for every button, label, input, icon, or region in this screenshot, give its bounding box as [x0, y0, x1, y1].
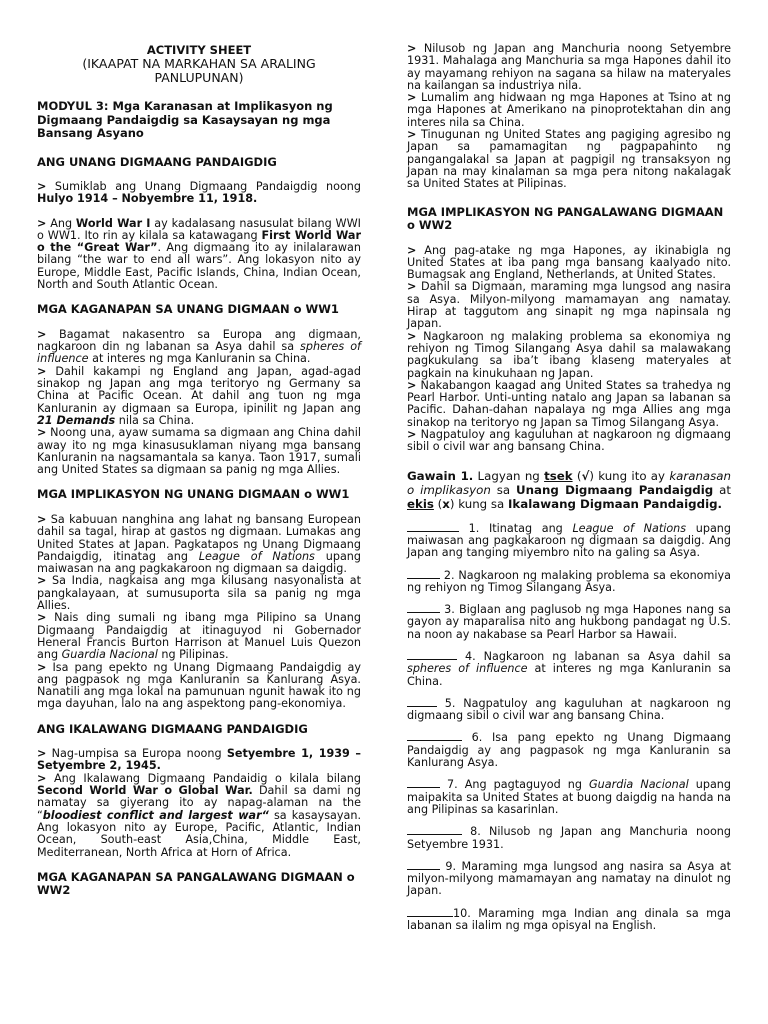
answer-blank[interactable]	[407, 602, 440, 613]
activity-sheet-subtitle: (IKAAPAT NA MARKAHAN SA ARALING PANLUPUNAN)	[82, 56, 316, 85]
ww1-date-paragraph: > Sumiklab ang Unang Digmaang Pandaigdig noong Hulyo 1914 – Nobyembre 11, 1918.	[37, 180, 361, 206]
gawain-item-10: 10. Maraming mga Indian ang dinala sa mga labanan sa ilalim ng mga opisyal na English.	[407, 906, 731, 933]
ww2-event-item: > Tinugunan ng United States ang pagiging agresibo ng Japan sa pamamagitan ng pagpapahinto ng pangangalakal sa Japan at pagpigil ng transaksyon ng Japan na may kinalaman sa mga pera nitong nakalagak sa United States at Pilipinas.	[407, 128, 731, 191]
gawain-instructions: Gawain 1. Lagyan ng tsek (√) kung ito ay karanasan o implikasyon sa Unang Digmaang Pandaigdig at ekis (x) kung sa Ikalawang Digmaan Pandaigdig.	[407, 468, 732, 511]
ww2-heading: ANG IKALAWANG DIGMAANG PANDAIGDIG	[37, 721, 308, 736]
gawain-item-4: 4. Nagkaroon ng labanan sa Asya dahil sa spheres of influence at interes ng mga Kanluranin sa China.	[407, 649, 732, 688]
ww2-implication-item: > Nagkaroon ng malaking problema sa ekonomiya ng rehiyon ng Timog Silangang Asya dahil sa malawakang pagkukulang sa iba’t ibang klaseng materyales at pagkain na kinukuhaan ng Japan.	[407, 329, 731, 380]
answer-blank[interactable]	[407, 730, 462, 741]
answer-blank[interactable]	[407, 824, 462, 835]
answer-blank[interactable]	[407, 521, 459, 532]
ww2-date-paragraph: > Nag-umpisa sa Europa noong Setyembre 1, 1939 – Setyembre 2, 1945.	[37, 747, 362, 773]
answer-blank[interactable]	[407, 696, 437, 707]
ww2-event-item: > Lumalim ang hidwaan ng mga Hapones at Tsino at ng mga Hapones at Amerikano na pinoprotektahan din ang interes nila sa China.	[407, 91, 731, 129]
ww2-event-item: > Nilusob ng Japan ang Manchuria noong Setyembre 1931. Mahalaga ang Manchuria sa mga Hapones dahil ito ay mayamang rehiyon na sagana sa hilaw na materyales na kailangan sa industriya nila.	[407, 42, 731, 92]
ww1-heading: ANG UNANG DIGMAANG PANDAIGDIG	[37, 154, 277, 169]
gawain-item-6: 6. Isa pang epekto ng Unang Digmaang Pandaigdig ay ang pagpasok ng mga Kanluranin sa Kanlurang Asya.	[407, 731, 731, 770]
ww2-implication-item: > Ang pag-atake ng mga Hapones, ay ikinabigla ng United States at iba pang mga bansang kaalyado nito. Bumagsak ang England, Netherlands, at United States.	[407, 243, 731, 282]
gawain-item-1: 1. Itinatag ang League of Nations upang maiwasan ang pagkakaroon ng digmaan sa daigdig. Ang Japan ang tanging miyembro nito na galing sa Asya.	[407, 521, 731, 560]
ww1-implication-item: > Sa India, nagkaisa ang mga kilusang nasyonalista at pangkalayaan, at sumusuporta sila sa panig ng mga Allies.	[37, 574, 361, 613]
gawain-item-7: 7. Ang pagtaguyod ng Guardia Nacional upang maipakita sa United States at buong daigdig na handa na ang Pilipinas sa kasarinlan.	[407, 778, 732, 816]
ww2-events-heading: MGA KAGANAPAN SA PANGALAWANG DIGMAAN o WW2	[37, 869, 355, 898]
ww1-events-heading: MGA KAGANAPAN SA UNANG DIGMAAN o WW1	[37, 302, 339, 317]
answer-blank[interactable]	[407, 568, 440, 579]
gawain-item-3: 3. Biglaan ang paglusob ng mga Hapones nang sa gayon ay maparalisa nito ang hukbong pandagat ng U.S. na noon ay nakabase sa Pearl Harbor sa Hawaii.	[407, 603, 731, 641]
left-column	[37, 0, 361, 898]
gawain-item-5: 5. Nagpatuloy ang kaguluhan at nagkaroon ng digmaang sibil o civil war ang bansang China.	[407, 696, 731, 723]
ww1-event-item: > Bagamat nakasentro sa Europa ang digmaan, nagkaroon din ng labanan sa Asya dahil sa spheres of influence at interes ng mga Kanluranin sa China.	[37, 327, 361, 366]
module-title: MODYUL 3: Mga Karanasan at Implikasyon ng Digmaang Pandaigdig sa Kasaysayan ng mga Bansang Asyano	[37, 99, 333, 140]
right-column	[407, 0, 731, 932]
ww1-intro-paragraph: > Ang World War I ay kadalasang nasusulat bilang WWI o WW1. Ito rin ay kilala sa katawagang First World War o the “Great War”. Ang digmaang ito ay inilalarawan bilang “the war to end all wars”. Ang lokasyon nito ay Europe, Middle East, Pacific Islands, China, Indian Ocean, North and South Atlantic Ocean.	[37, 216, 361, 292]
ww1-event-item: > Dahil kakampi ng England ang Japan, agad-agad sinakop ng Japan ang mga teritoryo ng Germany sa China at Pacific Ocean. At dahil ang tuon ng mga Kanluranin ay digmaan sa Europa, ipinilit ng Japan ang 21 Demands nila sa China.	[37, 364, 361, 427]
arrow-bullet: >	[37, 216, 47, 230]
gawain-item-9: 9. Maraming mga lungsod ang nasira sa Asya at milyon-milyong mamamayan ang namatay na dinulot ng Japan.	[407, 859, 731, 898]
arrow-bullet: >	[37, 180, 47, 193]
answer-blank[interactable]	[407, 777, 440, 788]
ww1-implication-item: > Nais ding sumali ng ibang mga Pilipino sa Unang Digmaang Pandaigdig at itinaguyod ni Gobernador Heneral Francis Burton Harrison at Manuel Luis Quezon ang Guardia Nacional ng Pilipinas.	[37, 611, 361, 662]
answer-blank[interactable]	[407, 649, 457, 660]
ww2-implications-heading: MGA IMPLIKASYON NG PANGALAWANG DIGMAAN o WW2	[407, 204, 724, 233]
ww2-intro-paragraph: > Ang Ikalawang Digmaang Pandaidig o kilala bilang Second World War o Global War. Dahil sa dami ng namatay sa giyerang ito ay napag-alaman na the “bloodiest conflict and largest war“ sa kasaysayan. Ang lokasyon nito ay Europe, Pacific, Atlantic, Indian Ocean, South-east Asia,China, Middle East, Mediterranean, North Africa at Horn of Africa.	[37, 771, 361, 859]
ww1-implication-item: > Sa kabuuan nanghina ang lahat ng bansang European dahil sa tagal, hirap at gastos ng digmaan. Lumakas ang United States at Japan. Pagkatapos ng Unang Digmaang Pandaigdig, itinatag ang League of Nations upang maiwasan na ang pagkakaroon ng digmaan sa daigdig.	[37, 512, 361, 576]
activity-sheet-title: ACTIVITY SHEET	[146, 43, 252, 57]
ww2-implication-item: > Dahil sa Digmaan, maraming mga lungsod ang nasira sa Asya. Milyon-milyong mamamayan ang namatay. Hirap at taggutom ang sinapit ng mga napinsala ng Japan.	[407, 280, 731, 331]
ww1-implication-item: > Isa pang epekto ng Unang Digmaang Pandaigdig ay ang pagpasok ng mga Kanluranin sa Kanlurang Asya. Nanatili ang mga lokal na pamunuan ngunit hawak ito ng mga dayuhan, lalo na ang aspektong pang-ekonomiya.	[37, 660, 361, 711]
answer-blank[interactable]	[407, 906, 453, 917]
cross-mark-icon: x	[442, 496, 450, 511]
check-mark-icon: √	[581, 468, 590, 483]
ww1-event-item: > Noong una, ayaw sumama sa digmaan ang China dahil away ito ng mga kinasusuklaman niyang mga bansang Kanluranin na nagsamantala sa kanya. Taon 1917, sumali ang United States sa digmaan sa panig ng mga Allies.	[37, 426, 361, 477]
gawain-item-8: 8. Nilusob ng Japan ang Manchuria noong Setyembre 1931.	[407, 825, 731, 851]
answer-blank[interactable]	[407, 859, 440, 870]
ww2-implication-item: > Nagpatuloy ang kaguluhan at nagkaroon ng digmaang sibil o civil war ang bansang China.	[407, 428, 731, 454]
ww1-implications-heading: MGA IMPLIKASYON NG UNANG DIGMAAN o WW1	[37, 487, 350, 502]
gawain-item-2: 2. Nagkaroon ng malaking problema sa ekonomiya ng rehiyon ng Timog Silangang Asya.	[407, 568, 731, 594]
ww2-implication-item: > Nakabangon kaagad ang United States sa trahedya ng Pearl Harbor. Unti-unting natalo ang Japan sa labanan sa Pacific. Dahan-dahan napalaya ng mga Allies ang mga sinakop na teritoryo ng Japan sa Timog Silangang Asya.	[407, 378, 731, 429]
